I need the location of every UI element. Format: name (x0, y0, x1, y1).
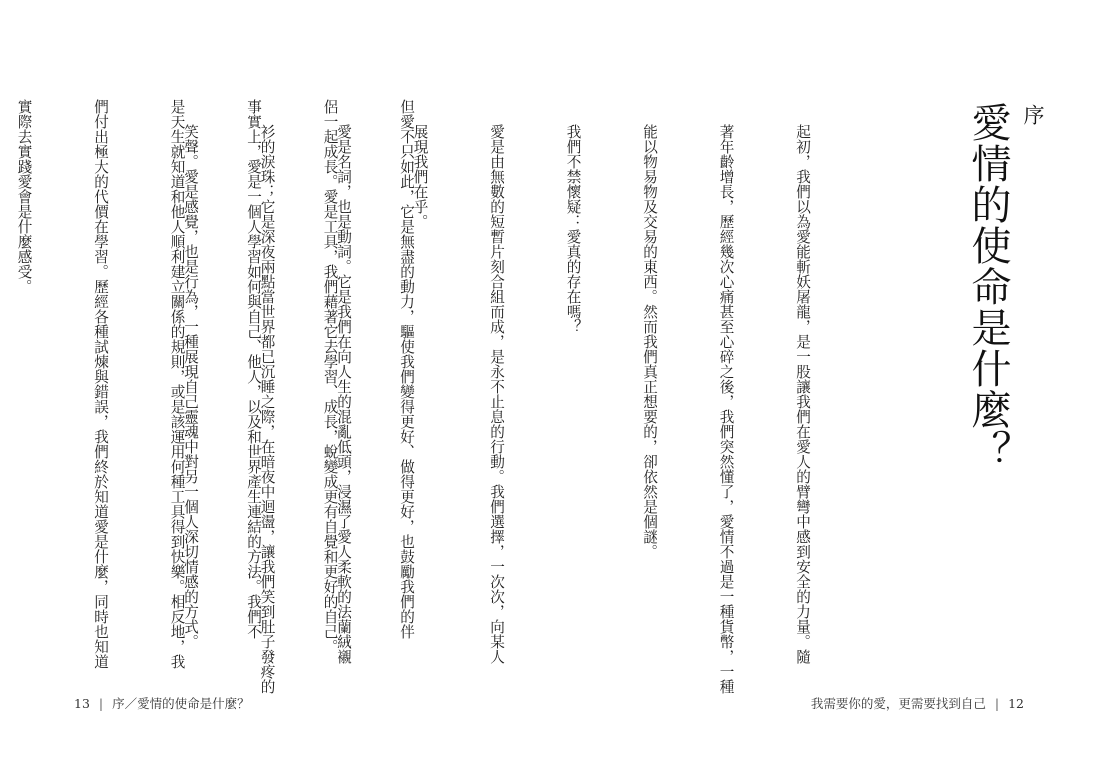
body-line: 衫的淚珠；它是深夜兩點當世界都已沉睡之際，在暗夜中迴盪，讓我們笑到肚子發疼的 (258, 124, 276, 694)
body-line: 起初，我們以為愛能斬妖屠龍，是一股讓我們在愛人的臂彎中感到安全的力量。隨 (794, 124, 811, 664)
body-line: 展現我們在乎。 (411, 124, 429, 229)
body-line: 愛是由無數的短暫片刻合組而成，是永不止息的行動。我們選擇，一次次，向某人 (488, 124, 505, 664)
chapter-title: 愛情的使命是什麼？ (965, 102, 1011, 471)
body-line: 笑聲。愛是感覺，也是行為，一種展現自己靈魂中對另一個人深切情感的方式。 (182, 124, 199, 649)
body-line: 事實上，愛是一個人學習如何與自己、他人，以及和世界產生連結的方法。我們不 (245, 99, 262, 639)
page-number: 13 (74, 696, 90, 711)
body-line: 愛是名詞，也是動詞。它是我們在向人生的混亂低頭，浸濕了愛人柔軟的法蘭絨襯 (335, 124, 352, 664)
body-line: 們付出極大的代價在學習。歷經各種試煉與錯誤，我們終於知道愛是什麼，同時也知道 (92, 99, 109, 669)
body-line: 但愛不只如此，它是無盡的動力，驅使我們變得更好、做得更好，也鼓勵我們的伴 (398, 99, 415, 639)
body-line: 侶一起成長。愛是工具，我們藉著它去學習、成長，蛻變成更有自覺和更好的自己。 (321, 99, 339, 654)
footer-separator: | (98, 696, 104, 711)
running-title: 我需要你的愛，更需要找到自己 (810, 696, 986, 711)
body-line: 我們不禁懷疑：愛真的存在嗎？ (564, 124, 582, 334)
running-title: 序／愛情的使命是什麼？ (112, 696, 250, 711)
body-line: 著年齡增長，歷經幾次心痛甚至心碎之後，我們突然懂了，愛情不過是一種貨幣，一種 (717, 124, 735, 694)
left-page-footer (74, 694, 250, 712)
body-line: 實際去實踐愛會是什麼感受。 (15, 99, 33, 294)
footer-separator: | (994, 696, 1000, 711)
body-line: 是天生就知道和他人順利建立關係的規則，或是該運用何種工具得到快樂。相反地，我 (168, 99, 186, 669)
body-line: 能以物易物及交易的東西。然而我們真正想要的，卻依然是個謎。 (641, 124, 658, 559)
page-number: 12 (1008, 696, 1024, 711)
chapter-label: 序 (1021, 104, 1045, 125)
right-page-footer (811, 694, 1024, 712)
